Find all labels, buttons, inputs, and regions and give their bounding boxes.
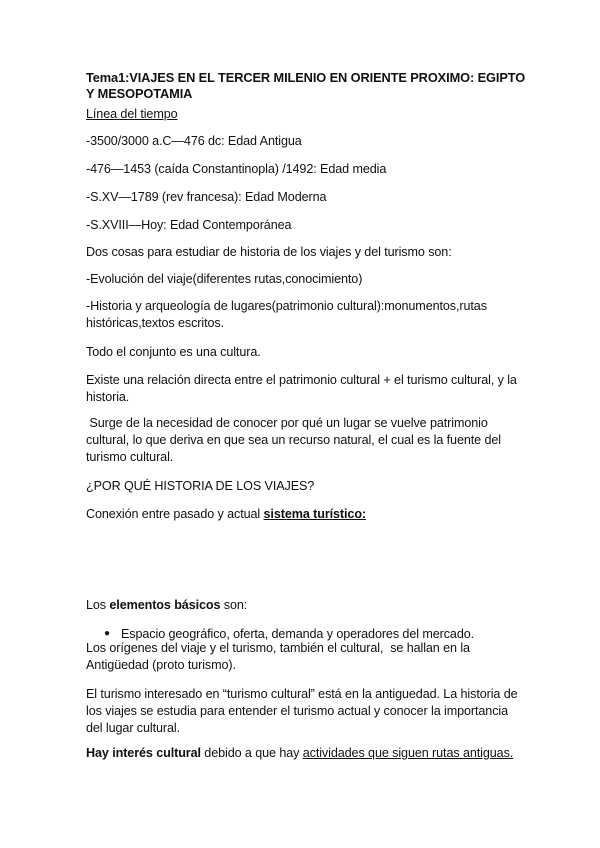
bullet-icon: ● xyxy=(104,628,110,639)
elementos-prefix: Los xyxy=(86,598,110,612)
timeline-item-moderna: -S.XV—1789 (rev francesa): Edad Moderna xyxy=(86,190,327,204)
paragraph-historia: -Historia y arqueología de lugares(patrimonio cultural):monumentos,rutas históricas,textos escritos. xyxy=(86,299,487,330)
conexion-text: Conexión entre pasado y actual xyxy=(86,507,264,521)
paragraph-surge: Surge de la necesidad de conocer por qué un lugar se vuelve patrimonio cultural, lo que deriva en que sea un recurso natural, el cual es la fuente del turismo cultural. xyxy=(86,416,505,464)
sistema-turistico-emphasis: sistema turístico: xyxy=(263,507,367,521)
paragraph-elementos xyxy=(86,597,526,614)
paragraph-conexion xyxy=(86,506,526,523)
interes-middle: debido a que hay xyxy=(200,746,303,760)
timeline-heading: Línea del tiempo xyxy=(86,107,178,121)
paragraph-interes xyxy=(86,745,526,762)
paragraph-evolucion: -Evolución del viaje(diferentes rutas,conocimiento) xyxy=(86,272,363,286)
paragraph-todo: Todo el conjunto es una cultura. xyxy=(86,345,261,359)
bullet-item-continuation: Los orígenes del viaje y el turismo, también el cultural, se hallan en la Antigüedad (proto turismo). xyxy=(86,641,473,672)
timeline-item-antigua: -3500/3000 a.C—476 dc: Edad Antigua xyxy=(86,134,302,148)
elementos-suffix: son: xyxy=(220,598,248,612)
paragraph-dos-cosas: Dos cosas para estudiar de historia de los viajes y del turismo son: xyxy=(86,245,452,259)
bullet-item-first-line: Espacio geográfico, oferta, demanda y operadores del mercado. xyxy=(121,627,475,641)
timeline-item-contemporanea: -S.XVIII—Hoy: Edad Contemporánea xyxy=(86,218,292,232)
paragraph-existe: Existe una relación directa entre el patrimonio cultural + el turismo cultural, y la historia. xyxy=(86,373,517,404)
timeline-item-media: -476—1453 (caída Constantinopla) /1492: Edad media xyxy=(86,162,387,176)
actividades-underlined: actividades que siguen rutas antiguas. xyxy=(302,746,514,760)
document-title: Tema1:VIAJES EN EL TERCER MILENIO EN ORIENTE PROXIMO: EGIPTO Y MESOPOTAMIA xyxy=(86,70,526,101)
elementos-basicos-bold: elementos básicos xyxy=(109,598,221,612)
interes-cultural-bold: Hay interés cultural xyxy=(86,746,201,760)
paragraph-turismo: El turismo interesado en “turismo cultural” está en la antiguedad. La historia de los viajes se estudia para entender el turismo actual y conocer la importancia del lugar cultural. xyxy=(86,687,518,735)
paragraph-porque: ¿POR QUÉ HISTORIA DE LOS VIAJES? xyxy=(86,479,315,493)
